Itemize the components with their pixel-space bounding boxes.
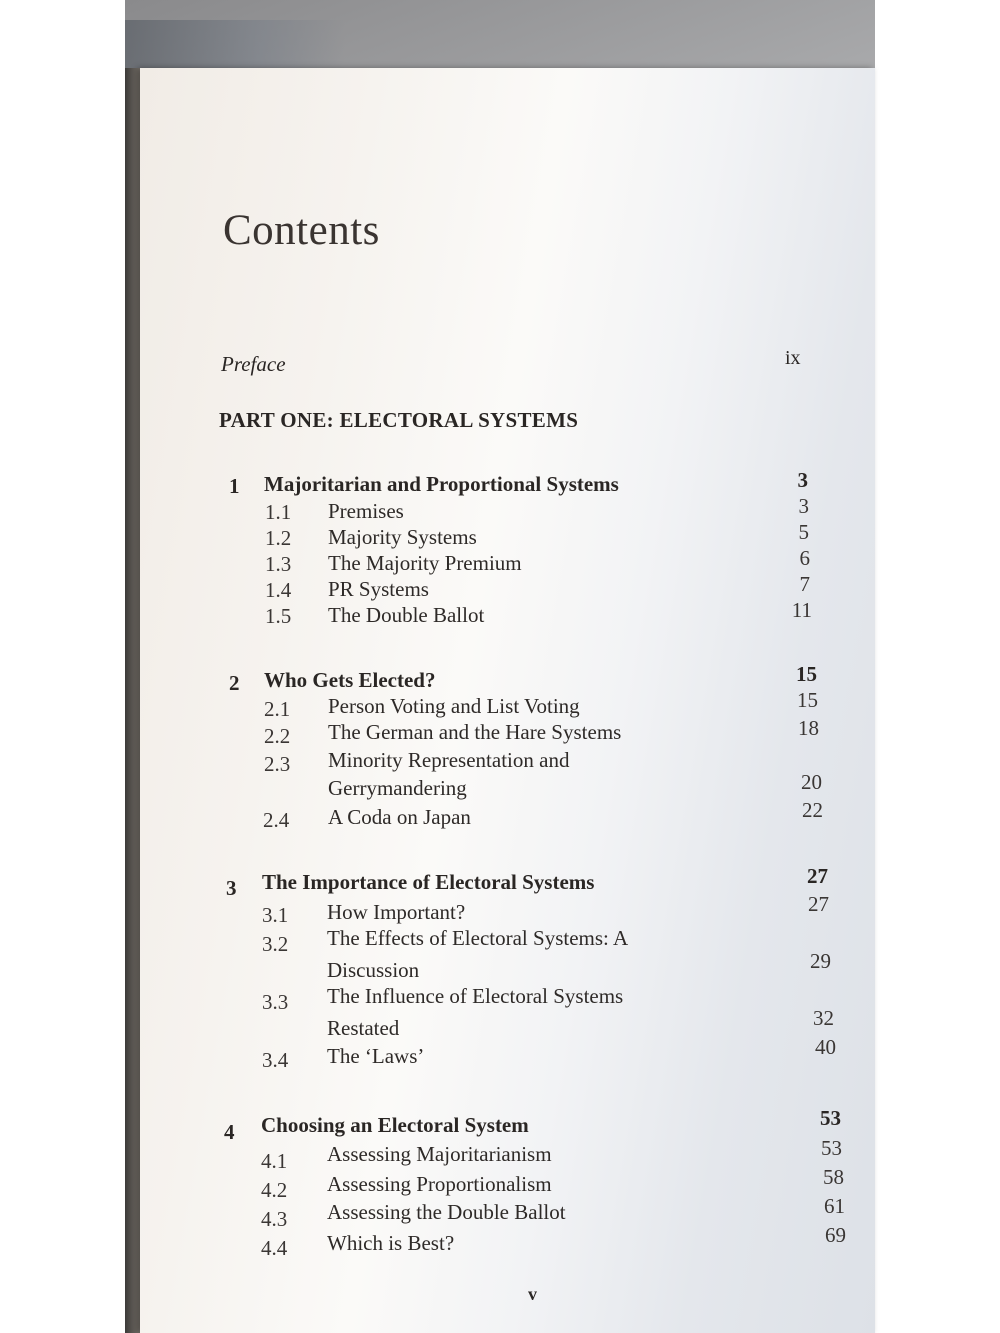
section-page: 20 <box>801 770 822 794</box>
contents-heading: Contents <box>223 207 380 254</box>
section-page: 27 <box>808 892 829 916</box>
section-title-continued: Gerrymandering <box>328 776 467 800</box>
chapter-page: 15 <box>796 662 817 686</box>
section-number: 1.2 <box>265 526 292 550</box>
chapter-page: 27 <box>807 864 828 888</box>
section-title-continued: Restated <box>327 1016 400 1040</box>
section-page: 15 <box>797 688 818 712</box>
section-number: 1.4 <box>265 578 292 602</box>
section-page: 53 <box>821 1136 842 1160</box>
preface-page: ix <box>785 347 801 369</box>
chapter-number: 1 <box>229 474 240 498</box>
section-title: The Majority Premium <box>328 551 522 575</box>
section-page: 6 <box>799 546 810 570</box>
section-number: 2.2 <box>264 724 291 748</box>
section-page: 61 <box>824 1194 845 1218</box>
preface-label: Preface <box>221 352 286 376</box>
section-title: The ‘Laws’ <box>327 1044 425 1068</box>
section-number: 2.1 <box>264 697 291 721</box>
section-page: 22 <box>802 798 823 822</box>
section-page: 29 <box>810 949 831 973</box>
section-title: Person Voting and List Voting <box>328 694 580 718</box>
section-number: 4.1 <box>261 1149 288 1173</box>
section-page: 18 <box>798 716 819 740</box>
section-page: 11 <box>791 598 812 622</box>
section-number: 2.4 <box>263 808 290 832</box>
section-title: Which is Best? <box>327 1231 455 1255</box>
section-title-continued: Discussion <box>327 958 420 982</box>
section-number: 3.1 <box>262 903 289 927</box>
chapter-title: The Importance of Electoral Systems <box>262 870 595 894</box>
chapter-title: Majoritarian and Proportional Systems <box>264 472 619 496</box>
page-number: v <box>528 1284 537 1304</box>
section-number: 1.3 <box>265 552 292 576</box>
chapter-page: 53 <box>820 1106 841 1130</box>
section-page: 32 <box>813 1006 834 1030</box>
chapter-title: Choosing an Electoral System <box>261 1113 529 1137</box>
section-title: A Coda on Japan <box>328 805 471 829</box>
section-number: 4.3 <box>261 1207 288 1231</box>
section-number: 3.3 <box>262 990 289 1014</box>
section-title: The German and the Hare Systems <box>328 720 622 744</box>
section-number: 3.4 <box>262 1048 289 1072</box>
chapter-number: 2 <box>229 671 240 695</box>
section-page: 40 <box>815 1035 836 1059</box>
section-title: How Important? <box>327 900 466 924</box>
section-number: 1.5 <box>265 604 292 628</box>
section-page: 69 <box>825 1223 846 1247</box>
section-title: Assessing Proportionalism <box>327 1172 552 1196</box>
section-title: Assessing the Double Ballot <box>327 1200 566 1224</box>
section-title: Assessing Majoritarianism <box>327 1142 552 1166</box>
section-number: 1.1 <box>265 500 292 524</box>
section-number: 3.2 <box>262 932 289 956</box>
section-page: 7 <box>799 572 810 596</box>
section-number: 4.4 <box>261 1236 288 1260</box>
section-number: 2.3 <box>264 752 291 776</box>
chapter-number: 3 <box>226 876 237 900</box>
chapter-title: Who Gets Elected? <box>264 668 436 692</box>
section-page: 3 <box>798 494 809 518</box>
section-title: Minority Representation and <box>328 748 570 772</box>
chapter-page: 3 <box>797 468 808 492</box>
section-number: 4.2 <box>261 1178 288 1202</box>
section-title: The Influence of Electoral Systems <box>327 984 624 1008</box>
part-heading: PART ONE: ELECTORAL SYSTEMS <box>219 408 579 432</box>
section-title: PR Systems <box>328 577 429 601</box>
section-title: Premises <box>328 499 404 523</box>
section-title: The Double Ballot <box>328 603 485 627</box>
section-title: Majority Systems <box>328 525 477 549</box>
book-spine-shadow <box>125 68 140 1333</box>
section-title: The Effects of Electoral Systems: A <box>327 926 629 950</box>
section-page: 5 <box>798 520 809 544</box>
chapter-number: 4 <box>224 1120 235 1144</box>
section-page: 58 <box>823 1165 844 1189</box>
